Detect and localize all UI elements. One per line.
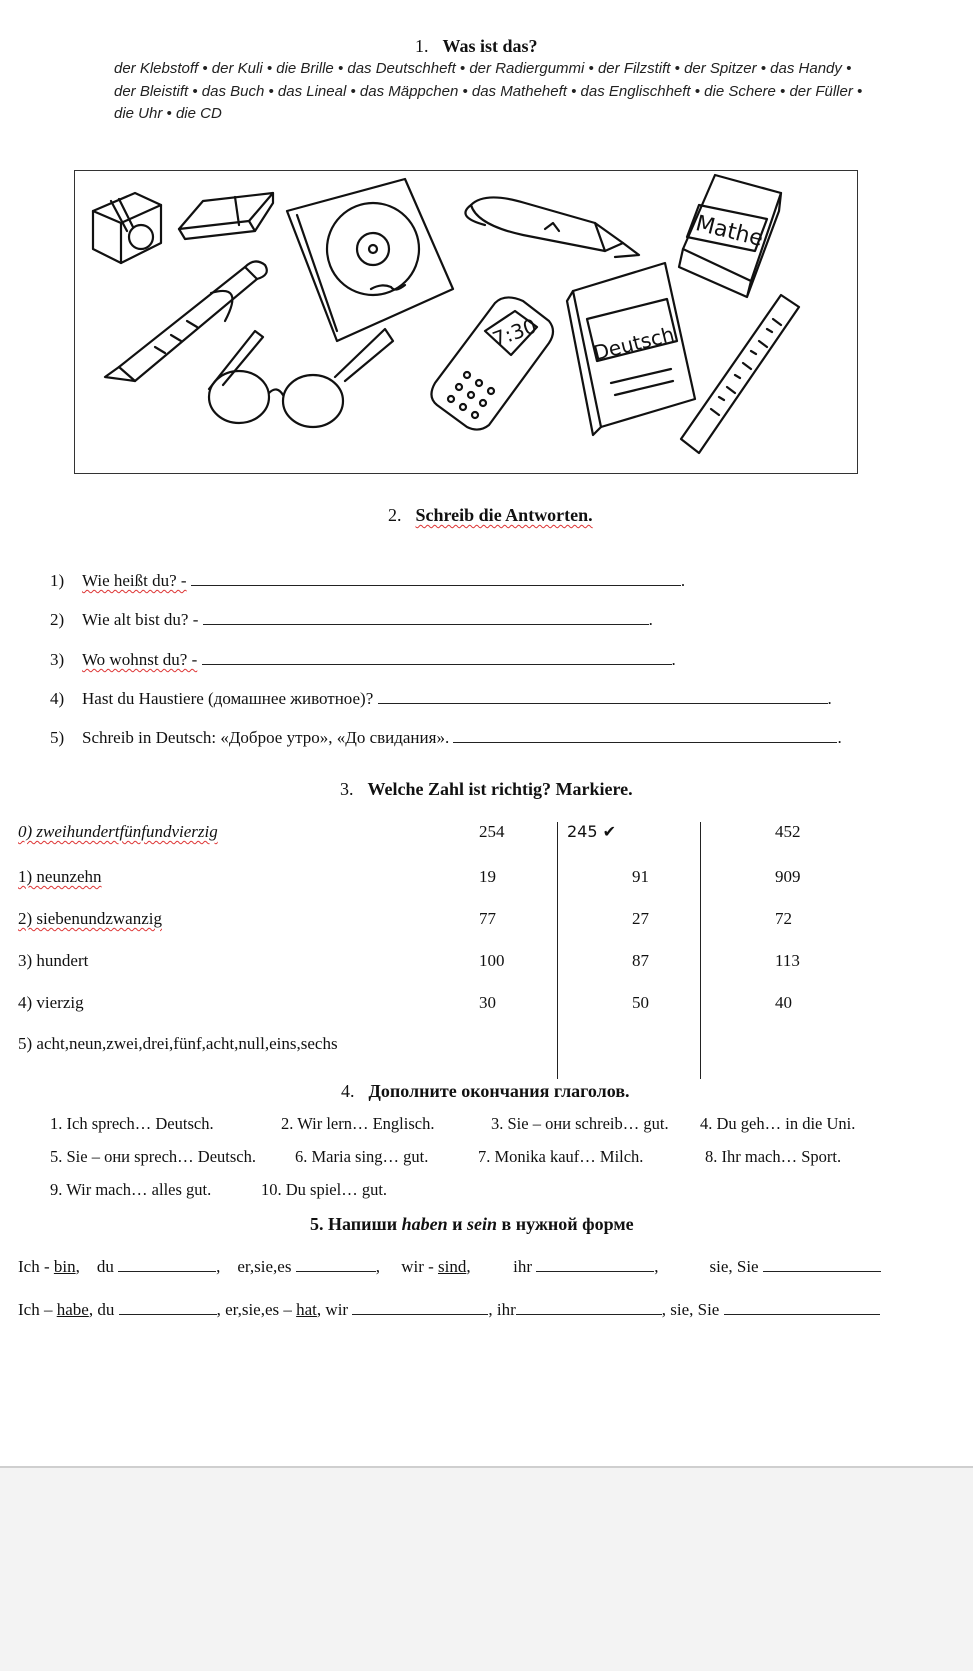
verb-item-1: 1. Ich sprech… Deutsch.: [50, 1114, 214, 1133]
question-1: 1) Wie heißt du? - .: [50, 571, 686, 590]
question-2: 2) Wie alt bist du? - .: [50, 610, 653, 629]
answer-line-3[interactable]: [202, 650, 672, 665]
number-row-2: 2) siebenundzwanzig: [18, 909, 162, 928]
verb-item-7: 7. Monika kauf… Milch.: [478, 1147, 644, 1166]
word-bank-line3: die Uhr • die CD: [114, 105, 222, 122]
option-a-0[interactable]: 254: [479, 822, 505, 841]
german-book-label: Deutsch: [590, 321, 677, 366]
phone-time-label: 7:30: [489, 313, 540, 352]
option-b-2[interactable]: 27: [632, 909, 649, 928]
section4-title: Дополните окончания глаголов.: [368, 1081, 630, 1101]
glasses-icon: [209, 329, 393, 427]
verb-item-9: 9. Wir mach… alles gut.: [50, 1180, 212, 1199]
section4-heading: [341, 1081, 630, 1102]
haben-sie-blank[interactable]: [724, 1300, 880, 1315]
option-c-3[interactable]: 113: [775, 951, 800, 970]
verb-item-4: 4. Du geh… in die Uni.: [700, 1114, 856, 1133]
verb-item-6: 6. Maria sing… gut.: [295, 1147, 429, 1166]
option-a-2[interactable]: 77: [479, 909, 496, 928]
verb-item-2: 2. Wir lern… Englisch.: [281, 1114, 435, 1133]
option-b-0[interactable]: 245 ✔: [567, 822, 617, 841]
number-row-0: 0) zweihundertfünfundvierzig: [18, 822, 218, 841]
section1-heading: [415, 36, 538, 57]
section2-title: Schreib die Antworten.: [415, 505, 593, 525]
mobile-phone-icon: [431, 297, 553, 429]
number-row-1: 1) neunzehn: [18, 867, 102, 886]
word-bank-line2: der Bleistift • das Buch • das Lineal • das Mäppchen • das Matheheft • das Englischheft • die Schere • der Füller •: [114, 82, 863, 100]
haben-row: Ich – habe, du , er,sie,es – hat, wir , ihr , sie, Sie: [18, 1300, 880, 1320]
option-c-4[interactable]: 40: [775, 993, 792, 1012]
section4-number: 4.: [341, 1081, 355, 1101]
option-a-3[interactable]: 100: [479, 951, 505, 970]
eraser-icon: [179, 193, 273, 239]
haben-du-blank[interactable]: [119, 1300, 217, 1315]
question-5: 5) Schreib in Deutsch: «Доброе утро», «До свидания». .: [50, 728, 842, 747]
number-row-4: 4) vierzig: [18, 993, 84, 1012]
option-b-4[interactable]: 50: [632, 993, 649, 1012]
sein-er-blank[interactable]: [296, 1257, 376, 1272]
section2-number: 2.: [388, 505, 402, 525]
section3-number: 3.: [340, 779, 354, 799]
word-bank-line1: der Klebstoff • der Kuli • die Brille • das Deutschheft • der Radiergummi • der Filzstift • der Spitzer • das Handy •: [114, 60, 852, 77]
section1-title: Was ist das?: [442, 36, 538, 56]
answer-line-4[interactable]: [378, 689, 828, 704]
sein-row: Ich - bin, du , er,sie,es , wir - sind, ihr , sie, Sie: [18, 1257, 881, 1277]
option-c-1[interactable]: 909: [775, 867, 801, 886]
sein-sie-blank[interactable]: [763, 1257, 881, 1272]
word-bank: [114, 58, 904, 126]
option-b-1[interactable]: 91: [632, 867, 649, 886]
school-supplies-illustration: [74, 170, 858, 474]
number-row-3: 3) hundert: [18, 951, 89, 970]
haben-wir-blank[interactable]: [352, 1300, 488, 1315]
sein-ihr-blank[interactable]: [536, 1257, 654, 1272]
question-4: 4) Hast du Haustiere (домашнее животное)? .: [50, 689, 832, 708]
answer-line-1[interactable]: [191, 571, 681, 586]
number-row-5: 5) acht,neun,zwei,drei,fünf,acht,null,eins,sechs: [18, 1034, 338, 1053]
option-a-4[interactable]: 30: [479, 993, 496, 1012]
sein-du-blank[interactable]: [118, 1257, 216, 1272]
verb-item-5: 5. Sie – они sprech… Deutsch.: [50, 1147, 257, 1166]
option-a-1[interactable]: 19: [479, 867, 496, 886]
verb-item-3: 3. Sie – они schreib… gut.: [491, 1114, 669, 1133]
verb-item-10: 10. Du spiel… gut.: [261, 1180, 388, 1199]
cd-case-icon: [287, 179, 453, 341]
question-3: 3) Wo wohnst du? - .: [50, 650, 676, 669]
option-c-0[interactable]: 452: [775, 822, 801, 841]
ruler-icon: [681, 295, 799, 453]
option-c-2[interactable]: 72: [775, 909, 792, 928]
answer-line-5[interactable]: [453, 728, 837, 743]
section3-heading: [340, 779, 633, 800]
german-book-icon: [567, 263, 695, 435]
sharpener-icon: [93, 193, 161, 263]
school-supplies-drawing: [75, 171, 856, 472]
section5-heading: 5. Напиши haben и sein в нужной форме: [310, 1214, 634, 1234]
math-book-icon: [679, 175, 781, 297]
option-b-3[interactable]: 87: [632, 951, 649, 970]
viewer-background: [0, 1466, 973, 1671]
answer-line-2[interactable]: [203, 610, 649, 625]
table-divider-1: [557, 822, 558, 1079]
section1-number: 1.: [415, 36, 429, 56]
verb-item-8: 8. Ihr mach… Sport.: [705, 1147, 842, 1166]
fountain-pen-icon: [465, 197, 639, 257]
section3-title: Welche Zahl ist richtig? Markiere.: [367, 779, 633, 799]
table-divider-2: [700, 822, 701, 1079]
haben-ihr-blank[interactable]: [516, 1300, 662, 1315]
math-book-label: Mathe: [692, 211, 766, 252]
section2-heading: [388, 505, 593, 526]
